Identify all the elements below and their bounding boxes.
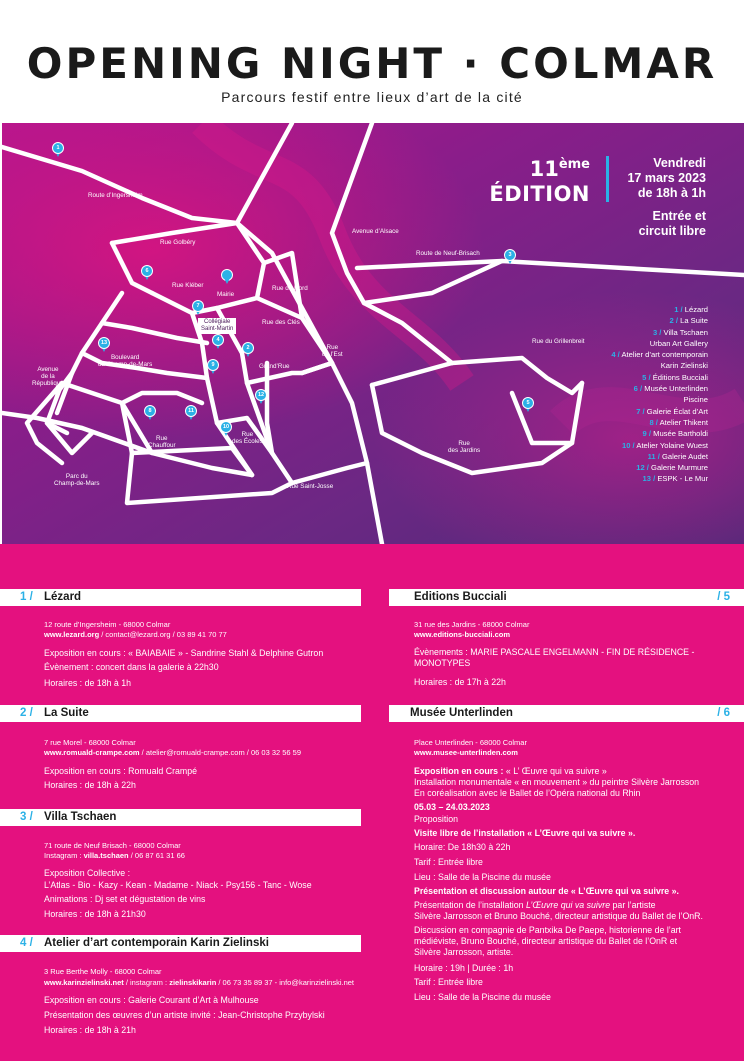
venue-2-line-1: Exposition en cours : Romuald Crampé [44,766,198,776]
street-label-alsace: Avenue d’Alsace [352,228,399,235]
street-label-cles: Rue des Clés [262,319,300,326]
legend-item [508,395,708,405]
venue-6-number: / 6 [717,707,730,719]
venue-2-number: 2 / [20,707,33,719]
legend-name: Musée Unterlinden [644,384,708,394]
venue-5-number: / 5 [717,591,730,603]
legend-name: Urban Art Gallery [649,338,708,348]
legend-item [508,305,708,315]
legend-name: Villa Tschaen [663,327,708,337]
street-label-jardins: Rue des Jardins [448,440,481,455]
legend-item [508,418,708,428]
legend-item [508,463,708,473]
legend-number: 3 / [652,327,662,337]
legend-item [508,384,708,394]
venue-5-title: Editions Bucciali [414,591,507,603]
legend-item [508,373,708,383]
venue-6-lieu-2: Lieu : Salle de la Piscine du musée [414,992,551,1002]
legend-item [508,452,708,462]
venue-4-line-1: Exposition en cours : Galerie Courant d’Art à Mulhouse [44,995,259,1005]
legend-item [508,407,708,417]
page-subtitle: Parcours festif entre lieux d’art de la cité [221,89,523,105]
legend-name: La Suite [680,316,708,326]
venue-5-website-link[interactable]: www.editions-bucciali.com [414,630,510,639]
legend-item [508,441,708,451]
legend-number: 2 / [669,316,678,326]
legend-number: 13 / [642,474,656,484]
edition-block [484,153,590,207]
legend-name: Galerie Éclat d’Art [646,406,708,416]
map-pin-number: 2 [246,345,250,351]
venue-2-contact: www.romuald-crampe.com / atelier@romuald-crampe.com / 06 03 32 56 59 [44,748,302,757]
legend-name: Atelier Yolaine Wuest [636,440,708,450]
legend-name: Atelier d’art contemporain [621,350,708,360]
venue-6-presentation: Présentation et discussion autour de « L’Œuvre qui va suivre ». [414,886,679,896]
legend-number: 11 / [647,451,660,461]
legend-item [508,474,708,484]
venue-2-address: 7 rue Morel - 68000 Colmar [44,738,136,747]
venue-4-number: 4 / [20,937,33,949]
legend-item [508,350,708,360]
venue-4-address: 3 Rue Berthe Molly - 68000 Colmar [44,967,162,976]
street-label-golbery: Rue Golbéry [160,239,196,246]
venue-1-contact: www.lezard.org / contact@lezard.org / 03 89 41 70 77 [44,630,227,639]
event-day: Vendredi [653,156,706,170]
street-label-kleber: Rue Kléber [172,282,204,289]
venue-3-header [0,809,361,826]
venue-6-address: Place Unterlinden - 68000 Colmar [414,738,527,747]
event-time: de 18h à 1h [637,186,706,200]
map-pin-icon[interactable] [141,265,153,281]
street-label-ingersheim: Route d’Ingersheim [88,192,143,199]
venue-6-contact [414,748,518,758]
event-access-line-2: circuit libre [638,224,706,238]
venue-5-address: 31 rue des Jardins - 68000 Colmar [414,620,530,629]
edition-suffix: ème [558,157,590,172]
legend-number: 5 / [642,372,651,382]
venue-1-line-1: Exposition en cours : « BAIABAIE » - Sandrine Stahl & Delphine Gutron [44,648,324,658]
venue-6-visite: Visite libre de l’installation « L’Œuvre qui va suivre ». [414,828,636,838]
legend-name: Karin Zielinski [660,361,708,371]
venue-5-contact [414,630,510,640]
venue-1-line-2: Évènement : concert dans la galerie à 22h30 [44,662,219,672]
map-pin-icon[interactable] [144,405,156,421]
legend-name: Galerie Murmure [651,463,708,473]
venue-6-expo-line-3: En coréalisation avec le Ballet de l’Opéra national du Rhin [414,788,641,798]
venue-6-tarif-1: Tarif : Entrée libre [414,857,483,867]
venue-1-website-link[interactable]: www.lezard.org [44,630,100,639]
map-pin-icon[interactable] [504,249,516,265]
event-date: 17 mars 2023 [627,171,706,185]
venue-4-website-link[interactable]: www.karinzielinski.net [44,978,124,987]
map-pin-icon[interactable] [192,300,204,316]
map-pin-number: 11 [188,408,194,414]
venue-6-horaire-1: Horaire: De 18h30 à 22h [414,842,511,852]
venue-6-discussion-line-3: Silvère Jarrosson, artiste. [414,947,514,957]
event-access-line-1: Entrée et [652,209,706,223]
page-title: OPENING NIGHT · COLMAR [26,39,718,88]
venue-5-line-3: Horaires : de 17h à 22h [414,677,506,687]
map-pin-icon[interactable] [212,334,224,350]
venue-6-title: Musée Unterlinden [410,707,513,719]
legend-name: Piscine [683,395,708,405]
venue-3-line-4: Horaires : de 18h à 21h30 [44,909,146,919]
map-pin-number: 7 [196,303,200,309]
street-label-ecoles: Rue des Écoles [232,431,263,446]
legend-number: 12 / [636,463,649,473]
legend-item [508,316,708,326]
legend-name: Galerie Audet [661,451,708,461]
mairie-icon [221,269,233,285]
venue-6-tarif-2: Tarif : Entrée libre [414,977,483,987]
collegiale-label: Collégiale Saint-Martin [198,318,236,334]
venue-3-number: 3 / [20,811,33,823]
map-pin-number: 3 [508,252,512,258]
map-pin-number: 1 [56,145,60,151]
venue-2-title: La Suite [44,707,89,719]
map-pin-icon[interactable] [207,359,219,375]
legend-number: 4 / [611,350,620,360]
venue-6-proposition: Proposition [414,814,459,824]
venue-6-discussion-line-1: Discussion en compagnie de Pantxika De Paepe, historienne de l’art [414,925,681,935]
venue-4-line-3: Horaires : de 18h à 21h [44,1025,136,1035]
map-pin-icon[interactable] [52,142,64,158]
legend-number: 9 / [642,429,651,439]
venue-2-website-link[interactable]: www.romuald-crampe.com [44,748,140,757]
venue-1-number: 1 / [20,591,33,603]
venue-6-lieu-1: Lieu : Salle de la Piscine du musée [414,872,551,882]
street-label-republique: Avenue de la République [32,366,64,388]
route-map [2,123,744,544]
venue-3-line-3: Animations : Dj set et dégustation de vins [44,894,206,904]
legend-number: 7 / [636,406,645,416]
venue-1-line-3: Horaires : de 18h à 1h [44,678,132,688]
venue-6-presentation-line-2: Silvère Jarrosson et Bruno Bouché, directeur artistique du Ballet de l’OnR. [414,911,703,921]
venue-4-line-2: Présentation des œuvres d’un artiste invité : Jean-Christophe Przybylski [44,1010,325,1020]
legend-name: ESPK - Le Mur [657,474,708,484]
map-pin-number: 13 [100,340,108,346]
venue-6-dates: 05.03 – 24.03.2023 [414,802,490,812]
venue-1-title: Lézard [44,591,82,603]
venue-3-title: Villa Tschaen [44,811,117,823]
venue-5-header [389,589,744,606]
map-pin-number: 8 [148,408,152,414]
legend-name: Musée Bartholdi [653,429,708,439]
venue-4-header [0,935,361,952]
venue-5-line-2: MONOTYPES [414,658,471,668]
venue-4-instagram-link[interactable]: zielinskikarin [169,978,217,987]
map-pin-icon[interactable] [242,342,254,358]
venue-6-header [389,705,744,722]
venue-4-title: Atelier d’art contemporain Karin Zielinski [44,937,269,949]
legend-number: 10 / [622,440,635,450]
legend-item [508,328,708,338]
map-pin-number: 4 [216,337,220,343]
edition-number: 11 [529,157,559,181]
legend-item [508,429,708,439]
event-date-block [600,156,706,201]
map-pin-number: 9 [211,362,215,368]
street-label-boulevard: Boulevard du Champ-de-Mars [98,354,153,369]
map-pin-icon[interactable] [98,337,110,353]
map-legend [508,305,708,486]
map-pin-number: 12 [257,392,265,398]
venue-6-horaire-2: Horaire : 19h | Durée : 1h [414,963,514,973]
legend-name: Atelier Thikent [659,417,708,427]
map-pin-number: 5 [526,400,530,406]
map-pin-icon[interactable] [220,421,232,437]
venue-list [0,544,744,1061]
map-pin-icon[interactable] [185,405,197,421]
legend-name: Éditions Bucciali [652,372,708,382]
venue-6-expo: Exposition en cours : « L’ Œuvre qui va suivre » [414,766,607,776]
map-pin-icon[interactable] [255,389,267,405]
venue-5-line-1: Évènements : MARIE PASCALE ENGELMANN - FIN DE RÉSIDENCE - [414,647,695,657]
mairie-label: Mairie [217,291,235,298]
street-label-est: Rue de l’Est [322,344,343,359]
venue-2-line-2: Horaires : de 18h à 22h [44,780,136,790]
venue-3-contact: Instagram : villa.tschaen / 06 87 61 31 66 [44,851,185,860]
map-pin-icon[interactable] [522,397,534,413]
venue-3-line-2: L’Atlas - Bio - Kazy - Kean - Madame - Niack - Psy156 - Tanc - Wose [44,880,312,890]
legend-item [508,361,708,371]
street-label-grand-rue: Grand’Rue [259,363,290,370]
page-header [0,0,744,123]
venue-1-header [0,589,361,606]
street-label-nord: Rue du Nord [272,285,308,292]
venue-3-instagram-link[interactable]: villa.tschaen [83,851,129,860]
venue-3-address: 71 route de Neuf Brisach - 68000 Colmar [44,841,181,850]
venue-6-website-link[interactable]: www.musee-unterlinden.com [414,748,518,757]
street-label-chauffour: Rue Chauffour [148,435,176,450]
venue-6-presentation-line-1: Présentation de l’installation L’Œuvre qui va suivre par l’artiste [414,900,656,910]
venue-6-expo-line-2: Installation monumentale « en mouvement » du peintre Silvère Jarrosson [414,777,700,787]
venue-4-contact: www.karinzielinski.net / instagram : zielinskikarin / 06 73 35 89 37 - info@karinzielinski.net [44,978,354,987]
street-label-saint-josse: Rue Saint-Josse [287,483,334,490]
street-label-grillenbreit: Rue du Grillenbreit [532,338,585,345]
legend-number: 1 / [674,305,683,314]
legend-name: Lézard [684,305,708,314]
venue-6-discussion-line-2: médiéviste, Bruno Bouché, directeur artistique du Ballet de l’OnR et [414,936,678,946]
venue-2-header [0,705,361,722]
map-pin-number: 6 [145,268,149,274]
map-pin-number: 10 [222,424,230,430]
street-label-parc: Parc du Champ-de-Mars [54,473,100,488]
edition-word: ÉDITION [489,182,590,206]
legend-number: 6 / [633,384,643,394]
event-access-block [600,209,706,239]
legend-number: 8 / [649,417,658,427]
venue-1-address: 12 route d’Ingersheim - 68000 Colmar [44,620,171,629]
street-label-neuf-brisach: Route de Neuf-Brisach [416,250,480,257]
venue-3-line-1: Exposition Collective : [44,868,131,878]
